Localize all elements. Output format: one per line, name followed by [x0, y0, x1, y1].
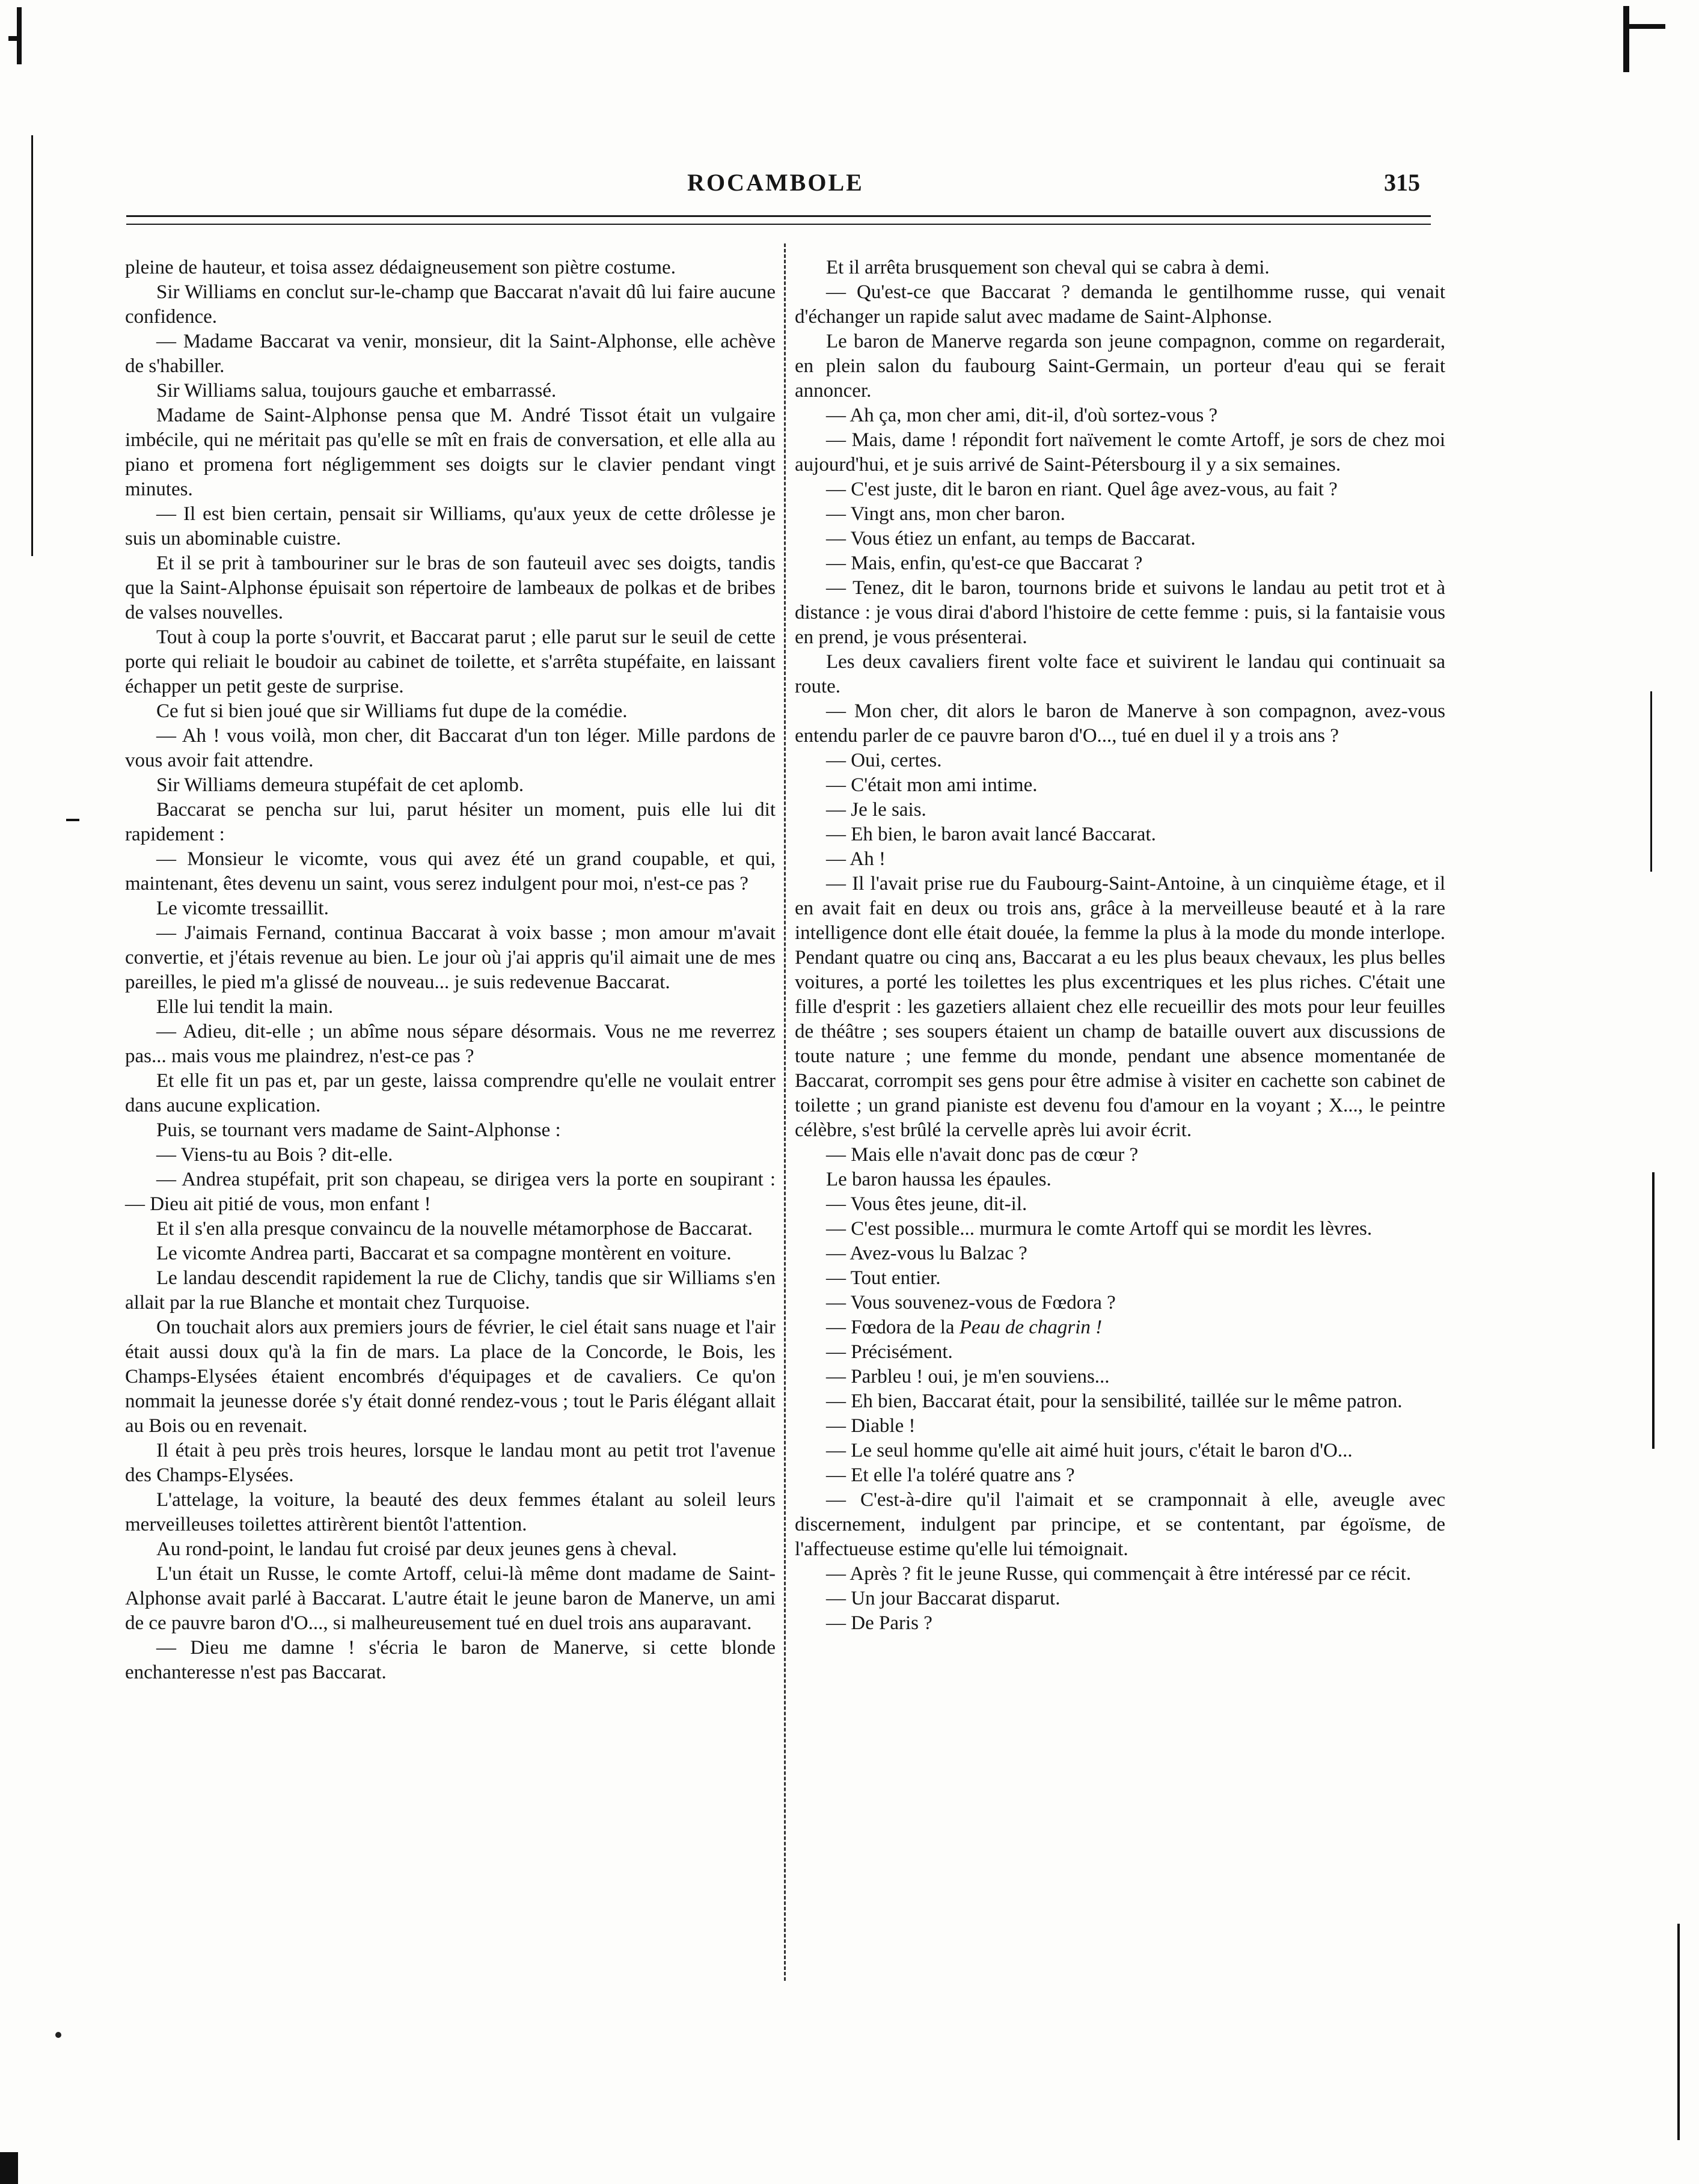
scan-mark-top-right — [1623, 6, 1629, 72]
paragraph: — C'est possible... murmura le comte Artoff qui se mordit les lèvres. — [826, 1218, 1373, 1240]
paragraph: — Oui, certes. — [826, 750, 942, 771]
scan-speck — [55, 2032, 61, 2038]
paragraph: — Un jour Baccarat disparut. — [826, 1588, 1061, 1609]
italic-title: Peau de chagrin ! — [959, 1317, 1103, 1338]
paragraph: Au rond-point, le landau fut croisé par deux jeunes gens à cheval. — [156, 1538, 677, 1560]
paragraph: — C'est-à-dire qu'il l'aimait et se cramponnait à elle, aveugle avec discernement, indulgent par principe, et se contentant, par égoïsme, de l'affectueuse estime qu'elle lui témoignait. — [795, 1489, 1445, 1560]
paragraph-text: — Fœdora de la — [826, 1317, 960, 1338]
scan-mark-left-dash — [66, 819, 79, 821]
paragraph: — Vingt ans, mon cher baron. — [826, 503, 1065, 525]
header-rule-top — [126, 215, 1431, 217]
paragraph: On touchait alors aux premiers jours de février, le ciel était sans nuage et l'air était aussi doux qu'à la fin de mars. La place de la Concorde, le Bois, les Champs-Elysées étaient encombrés d'équipages et de cavaliers. Ce qu'on nommait la jeunesse dorée s'y était donné rendez-vous ; tout le Paris élégant allait au Bois ou en revenait. — [125, 1317, 776, 1437]
paragraph: Et il s'en alla presque convaincu de la nouvelle métamorphose de Baccarat. — [156, 1218, 753, 1240]
scan-mark-left-edge — [31, 135, 33, 556]
paragraph: — Adieu, dit-elle ; un abîme nous sépare désormais. Vous ne me reverrez pas... mais vous me plaindrez, n'est-ce pas ? — [125, 1021, 776, 1067]
paragraph: Madame de Saint-Alphonse pensa que M. André Tissot était un vulgaire imbécile, qui ne méritait pas qu'elle se mît en frais de conversation, et elle alla au piano et promena fort négligemment ses doigts sur le clavier pendant vingt minutes. — [125, 405, 776, 500]
scan-mark-top-right-hook — [1623, 24, 1665, 29]
paragraph: Elle lui tendit la main. — [156, 996, 334, 1018]
scan-mark-right-edge — [1650, 691, 1652, 872]
paragraph: — Avez-vous lu Balzac ? — [826, 1243, 1027, 1264]
left-column — [125, 255, 776, 1685]
paragraph: — Vous souvenez-vous de Fœdora ? — [826, 1292, 1116, 1314]
paragraph: pleine de hauteur, et toisa assez dédaigneusement son piètre costume. — [125, 257, 676, 278]
paragraph: — C'était mon ami intime. — [826, 774, 1038, 796]
paragraph: — Ah ça, mon cher ami, dit-il, d'où sortez-vous ? — [826, 405, 1218, 426]
paragraph: Le vicomte tressaillit. — [156, 898, 329, 919]
paragraph: — Mais, dame ! répondit fort naïvement le comte Artoff, je sors de chez moi aujourd'hui, et je suis arrivé de Saint-Pétersbourg il y a six semaines. — [795, 429, 1445, 476]
running-header — [120, 168, 1431, 204]
paragraph: — Tout entier. — [826, 1267, 941, 1289]
right-column — [795, 255, 1445, 1636]
paragraph: Et il se prit à tambouriner sur le bras de son fauteuil avec ses doigts, tandis que la Saint-Alphonse épuisait son répertoire de lambeaux de polkas et de bribes de valses nouvelles. — [125, 552, 776, 623]
paragraph: Le vicomte Andrea parti, Baccarat et sa compagne montèrent en voiture. — [156, 1243, 732, 1264]
paragraph: — Précisément. — [826, 1341, 953, 1363]
paragraph: — C'est juste, dit le baron en riant. Quel âge avez-vous, au fait ? — [826, 479, 1338, 500]
paragraph: — J'aimais Fernand, continua Baccarat à voix basse ; mon amour m'avait convertie, et j'étais revenue au bien. Le jour où j'ai appris qu'il aimait une de mes pareilles, le pied m'a glissé de nouveau... je suis redevenue Baccarat. — [125, 922, 776, 993]
paragraph: — Eh bien, Baccarat était, pour la sensibilité, taillée sur le même patron. — [826, 1390, 1403, 1412]
paragraph: Il était à peu près trois heures, lorsque le landau mont au petit trot l'avenue des Champs-Elysées. — [125, 1440, 776, 1486]
scan-mark-right-edge-lower — [1652, 1172, 1655, 1449]
paragraph: Les deux cavaliers firent volte face et suivirent le landau qui continuait sa route. — [795, 651, 1445, 697]
scan-mark-top-left-hook — [8, 36, 18, 41]
paragraph: Sir Williams salua, toujours gauche et embarrassé. — [156, 380, 557, 402]
paragraph: Puis, se tournant vers madame de Saint-Alphonse : — [156, 1119, 561, 1141]
paragraph: — Vous étiez un enfant, au temps de Baccarat. — [826, 528, 1196, 549]
paragraph: — Andrea stupéfait, prit son chapeau, se dirigea vers la porte en soupirant : — Dieu ait pitié de vous, mon enfant ! — [125, 1169, 776, 1215]
paragraph: Le landau descendit rapidement la rue de Clichy, tandis que sir Williams s'en allait par la rue Blanche et montait chez Turquoise. — [125, 1267, 776, 1314]
paragraph: — Ah ! — [826, 848, 886, 870]
paragraph: — Il est bien certain, pensait sir Williams, qu'aux yeux de cette drôlesse je suis un abominable cuistre. — [125, 503, 776, 549]
paragraph: — Monsieur le vicomte, vous qui avez été un grand coupable, et qui, maintenant, êtes devenu un saint, vous serez indulgent pour moi, n'est-ce pas ? — [125, 848, 776, 895]
paragraph: — Je le sais. — [826, 799, 926, 821]
paragraph: — Mais, enfin, qu'est-ce que Baccarat ? — [826, 552, 1143, 574]
paragraph-with-italic — [795, 1315, 1445, 1340]
paragraph: Le baron de Manerve regarda son jeune compagnon, comme on regarderait, en plein salon du faubourg Saint-Germain, un porteur d'eau qui se ferait annoncer. — [795, 331, 1445, 402]
paragraph: — Tenez, dit le baron, tournons bride et suivons le landau au petit trot et à distance : je vous dirai d'abord l'histoire de cette femme : puis, si la fantaisie vous en prend, je vous présenterai. — [795, 577, 1445, 648]
paragraph: — Vous êtes jeune, dit-il. — [826, 1193, 1027, 1215]
paragraph: Tout à coup la porte s'ouvrit, et Baccarat parut ; elle parut sur le seuil de cette porte qui reliait le boudoir au cabinet de toilette, et s'arrêta stupéfaite, en laissant échapper un petit geste de surprise. — [125, 626, 776, 697]
paragraph: — Madame Baccarat va venir, monsieur, dit la Saint-Alphonse, elle achève de s'habiller. — [125, 331, 776, 377]
paragraph: — Ah ! vous voilà, mon cher, dit Baccarat d'un ton léger. Mille pardons de vous avoir fait attendre. — [125, 725, 776, 771]
paragraph: — Après ? fit le jeune Russe, qui commençait à être intéressé par ce récit. — [826, 1563, 1412, 1585]
running-title: ROCAMBOLE — [687, 169, 864, 196]
page-number: 315 — [1384, 169, 1420, 196]
header-rule-bottom — [126, 224, 1431, 225]
paragraph: Le baron haussa les épaules. — [826, 1169, 1052, 1190]
paragraph: — Dieu me damne ! s'écria le baron de Manerve, si cette blonde enchanteresse n'est pas Baccarat. — [125, 1637, 776, 1683]
paragraph: — Il l'avait prise rue du Faubourg-Saint-Antoine, à un cinquième étage, et il en avait fait en deux ou trois ans, grâce à la merveilleuse beauté et à la rare intelligence dont elle était douée, la femme la plus à la mode du monde interlope. Pendant quatre ou cinq ans, Baccarat a eu les plus beaux chevaux, les plus belles voitures, a porté les toilettes les plus excentriques et les plus riches. C'était une fille d'esprit : les gazetiers allaient chez elle recueillir des mots pour leur feuilles de théâtre ; ses soupers étaient un champ de bataille ouvert aux discussions de toute nature ; une femme du monde, pendant une absence momentanée de Baccarat, corrompit ses gens pour être admise à visiter en cachette son cabinet de toilette ; un grand pianiste est devenu fou d'amour en la voyant ; X..., le peintre célèbre, s'est brûlé la cervelle après lui avoir écrit. — [795, 873, 1445, 1141]
paragraph: — Viens-tu au Bois ? dit-elle. — [156, 1144, 393, 1166]
paragraph: — Et elle l'a toléré quatre ans ? — [826, 1464, 1075, 1486]
paragraph: Ce fut si bien joué que sir Williams fut dupe de la comédie. — [156, 700, 628, 722]
paragraph: — Parbleu ! oui, je m'en souviens... — [826, 1366, 1110, 1387]
paragraph: Baccarat se pencha sur lui, parut hésiter un moment, puis elle lui dit rapidement : — [125, 799, 776, 845]
paragraph: L'un était un Russe, le comte Artoff, celui-là même dont madame de Saint-Alphonse avait parlé à Baccarat. L'autre était le jeune baron de Manerve, un ami de ce pauvre baron d'O..., si malheureusement tué en duel trois ans auparavant. — [125, 1563, 776, 1634]
scan-mark-right-edge-bottom — [1677, 1924, 1680, 2140]
paragraph: — Mais elle n'avait donc pas de cœur ? — [826, 1144, 1139, 1166]
paragraph: — Diable ! — [826, 1415, 916, 1437]
paragraph: — Mon cher, dit alors le baron de Manerve à son compagnon, avez-vous entendu parler de ce pauvre baron d'O..., tué en duel il y a trois ans ? — [795, 700, 1445, 747]
paragraph: — Eh bien, le baron avait lancé Baccarat. — [826, 824, 1156, 845]
column-divider — [784, 243, 786, 1981]
paragraph: — De Paris ? — [826, 1612, 932, 1634]
paragraph: L'attelage, la voiture, la beauté des deux femmes étalant au soleil leurs merveilleuses toilettes attirèrent bientôt l'attention. — [125, 1489, 776, 1535]
paragraph: Et elle fit un pas et, par un geste, laissa comprendre qu'elle ne voulait entrer dans aucune explication. — [125, 1070, 776, 1116]
paragraph: — Qu'est-ce que Baccarat ? demanda le gentilhomme russe, qui venait d'échanger un rapide salut avec madame de Saint-Alphonse. — [795, 281, 1445, 328]
paragraph: — Le seul homme qu'elle ait aimé huit jours, c'était le baron d'O... — [826, 1440, 1353, 1461]
paragraph: Et il arrêta brusquement son cheval qui se cabra à demi. — [826, 257, 1270, 278]
paragraph: Sir Williams en conclut sur-le-champ que Baccarat n'avait dû lui faire aucune confidence. — [125, 281, 776, 328]
scan-mark-bottom-left — [0, 2152, 18, 2184]
paragraph: Sir Williams demeura stupéfait de cet aplomb. — [156, 774, 524, 796]
